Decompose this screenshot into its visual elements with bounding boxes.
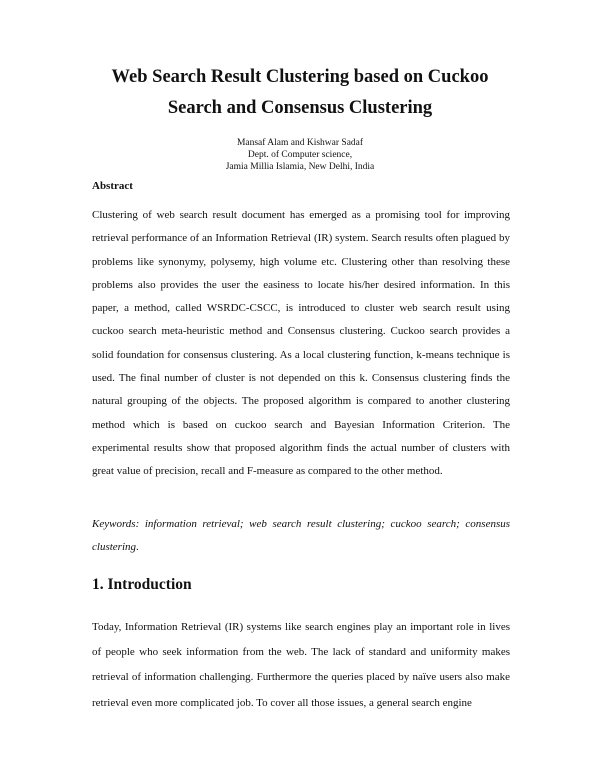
keywords-list: information retrieval; web search result clustering; cuckoo search; consensus clustering (92, 518, 511, 553)
title-line-1: Web Search Result Clustering based on Cuckoo (111, 67, 489, 87)
introduction-body: Today, Information Retrieval (IR) systems like search engines play an important role in lives of people who seek information from the web. The lack of standard and uniformity makes retrieval of information challenging. Furthermore the queries placed by naïve users also make retrieval even more complicated job. To cover all those issues, a general search engine (92, 621, 510, 709)
abstract-heading: Abstract (92, 180, 133, 192)
section-heading-introduction: 1. Introduction (92, 576, 192, 593)
author-department: Dept. of Computer science, (247, 150, 353, 160)
title-line-2: Search and Consensus Clustering (167, 98, 433, 118)
author-block (0, 137, 600, 173)
keywords-period: . (136, 541, 139, 553)
author-affiliation: Jamia Millia Islamia, New Delhi, India (225, 162, 375, 172)
paper-title (0, 62, 600, 124)
author-names: Mansaf Alam and Kishwar Sadaf (236, 138, 364, 148)
keywords-label: Keywords: (92, 518, 140, 530)
abstract-body: Clustering of web search result document has emerged as a promising tool for improving retrieval performance of an Information Retrieval (IR) system. Search results often plagued by problems like synonymy, polysemy, high volume etc. Clustering other than resolving these problems also provides the user the easiness to locate his/her desired information. In this paper, a method, called WSRDC-CSCC, is introduced to cluster web search result using cuckoo search meta-heuristic method and Consensus clustering. Cuckoo search provides a solid foundation for consensus clustering. As a local clustering function, k-means technique is used. The final number of cluster is not depended on this k. Consensus clustering finds the natural grouping of the objects. The proposed algorithm is compared to another clustering method which is based on cuckoo search and Bayesian Information Criterion. The experimental results show that proposed algorithm finds the actual number of clusters with great value of precision, recall and F-measure as compared to the other method. (92, 209, 510, 478)
keywords (92, 513, 510, 559)
